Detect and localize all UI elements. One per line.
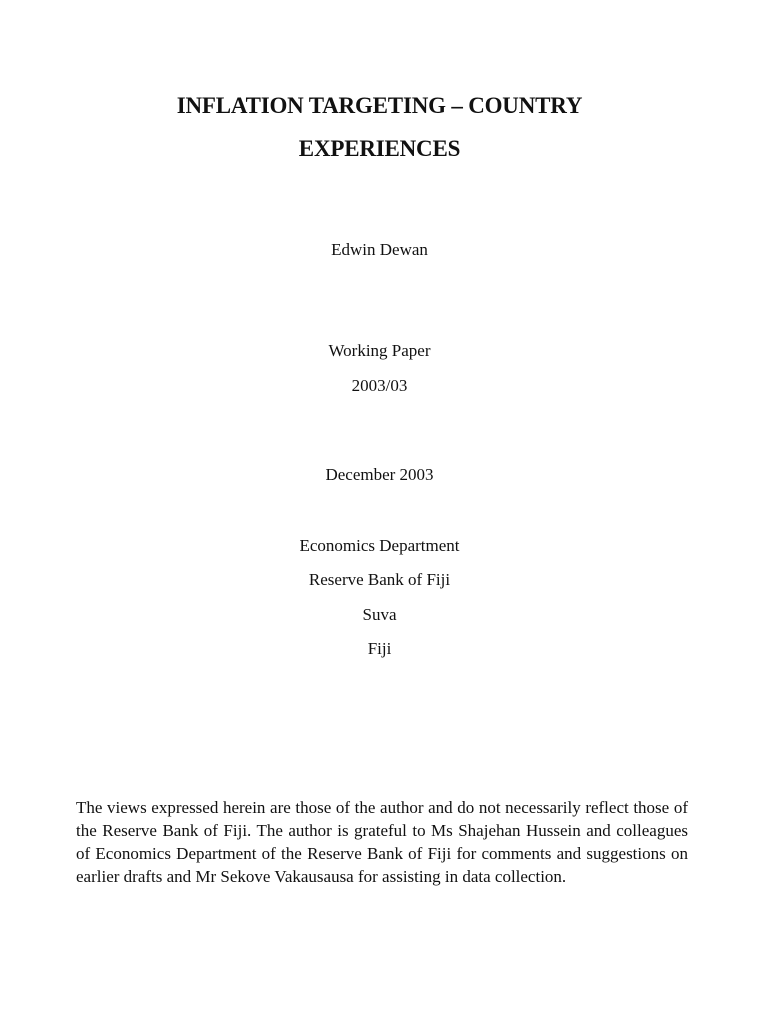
title-line-2: EXPERIENCES [298,136,461,161]
title-line-1: INFLATION TARGETING – COUNTRY [176,93,583,118]
paper-number: 2003/03 [351,376,408,395]
affiliation-institution: Reserve Bank of Fiji [308,570,451,589]
disclaimer-paragraph: The views expressed herein are those of the author and do not necessarily reflect those of the Reserve Bank of Fiji. The author is grateful to Ms Shajehan Hussein and colleagues of Economics Department of the Reserve Bank of Fiji for comments and suggestions on earlier drafts and Mr Sekove Vakausausa for assisting in data collection. [76,798,688,886]
document-title [0,84,759,170]
affiliation-city: Suva [362,605,397,624]
author-name: Edwin Dewan [331,240,428,259]
paper-type: Working Paper [328,341,431,360]
publication-date: December 2003 [325,465,434,484]
affiliation-department: Economics Department [299,536,460,555]
affiliation-country: Fiji [367,639,392,658]
